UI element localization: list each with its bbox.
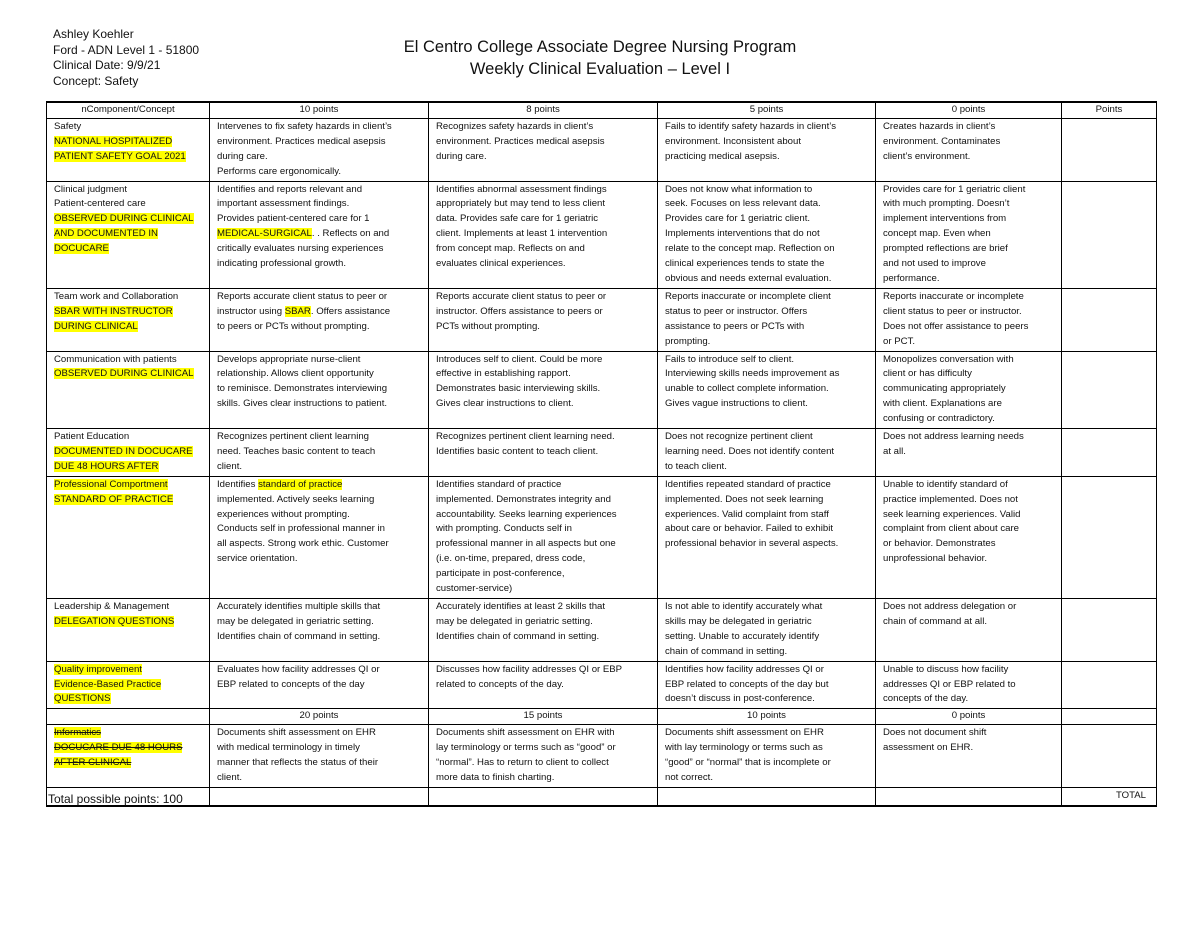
clinical-date: Clinical Date: 9/9/21: [53, 58, 161, 72]
criteria-line: practicing medical asepsis.: [665, 150, 780, 162]
table-row: [47, 599, 1157, 662]
criteria-line: instructor. Offers assistance to peers or: [436, 305, 603, 317]
criteria-line: Recognizes pertinent client learning: [217, 431, 369, 443]
table-header-row: [47, 102, 1157, 118]
criteria-line: lay terminology or terms such as “good” or: [436, 742, 616, 754]
criteria-line: critically evaluates nursing experiences: [217, 243, 384, 255]
criteria-line: clinical experiences tends to state the: [665, 258, 825, 270]
criteria-5-cell: [658, 599, 876, 662]
criteria-line: (i.e. on-time, prepared, dress code,: [436, 553, 586, 565]
criteria-line: with medical terminology in timely: [217, 742, 360, 754]
concept-line-text: SBAR WITH INSTRUCTOR: [54, 305, 173, 317]
criteria-line: or PCT.: [883, 335, 915, 347]
criteria-line: implemented. Actively seeks learning: [217, 493, 375, 505]
table-row: [47, 181, 1157, 288]
criteria-line: chain of command at all.: [883, 615, 987, 627]
criteria-5-cell: [658, 288, 876, 351]
criteria-line: related to concepts of the day.: [436, 678, 564, 690]
concept-line: [54, 135, 204, 150]
criteria-line: Identifies basic content to teach client.: [436, 445, 599, 457]
criteria-10-cell: [210, 476, 429, 598]
concept-cell: [47, 725, 210, 788]
total-empty-cell: [429, 787, 658, 805]
criteria-0-cell: [876, 429, 1062, 477]
concept-line-text: DURING CLINICAL: [54, 320, 138, 332]
criteria-line: Documents shift assessment on EHR: [217, 727, 376, 739]
concept-line-text: OBSERVED DURING CLINICAL: [54, 213, 194, 225]
criteria-8-cell: [429, 429, 658, 477]
criteria-line: Identifies how facility addresses QI or: [665, 663, 824, 675]
criteria-line: Does not address delegation or: [883, 601, 1017, 612]
total-empty-cell: [876, 787, 1062, 805]
criteria-line: prompting.: [665, 335, 711, 347]
points-cell: [1062, 599, 1157, 662]
concept-line: [54, 678, 204, 693]
student-name: Ashley Koehler: [53, 27, 134, 41]
criteria-10-cell: [210, 725, 429, 788]
concept-line-text: DOCUMENTED IN DOCUCARE: [54, 445, 193, 457]
subheader-cell: [1062, 709, 1157, 725]
concept-line-text: STANDARD OF PRACTICE: [54, 493, 174, 505]
criteria-line: may be delegated in geriatric setting.: [436, 615, 593, 627]
criteria-line: Is not able to identify accurately what: [665, 601, 823, 612]
criteria-line: Introduces self to client. Could be more: [436, 353, 603, 365]
criteria-line: unable to collect complete information.: [665, 383, 829, 395]
concept-line-text: DUE 48 HOURS AFTER: [54, 460, 159, 472]
criteria-5-cell: [658, 429, 876, 477]
criteria-8-cell: [429, 725, 658, 788]
criteria-line: confusing or contradictory.: [883, 413, 995, 425]
criteria-line: Identifies repeated standard of practice: [665, 478, 831, 490]
header-cell: 8 points: [429, 102, 658, 118]
concept-line-text: Professional Comportment: [54, 478, 168, 490]
criteria-10-cell: [210, 351, 429, 429]
total-possible-points: Total possible points: 100: [48, 792, 183, 806]
criteria-line: important assessment findings.: [217, 198, 350, 210]
criteria-10-cell: [210, 429, 429, 477]
criteria-line: Provides care for 1 geriatric client.: [665, 213, 811, 225]
concept-line: [54, 692, 204, 707]
points-cell: [1062, 351, 1157, 429]
criteria-5-cell: [658, 181, 876, 288]
criteria-line: Gives clear instructions to client.: [436, 398, 574, 410]
criteria-line: Implements interventions that do not: [665, 228, 820, 240]
concept-line: Team work and Collaboration: [54, 290, 179, 302]
points-cell: [1062, 181, 1157, 288]
criteria-line: Does not know what information to: [665, 183, 813, 195]
concept-line-text: AFTER CLINICAL: [54, 757, 132, 769]
criteria-line: Identifies standard of practice: [436, 478, 562, 490]
criteria-5-cell: [658, 351, 876, 429]
criteria-line: Fails to identify safety hazards in client’s: [665, 120, 836, 132]
criteria-line: seek. Focuses on less relevant data.: [665, 198, 821, 210]
criteria-line: Reports accurate client status to peer or: [217, 290, 388, 302]
criteria-line: complaint from client about care: [883, 523, 1019, 535]
criteria-line: status to peer or instructor. Offers: [665, 305, 808, 317]
criteria-0-cell: [876, 118, 1062, 181]
criteria-line: EBP related to concepts of the day but: [665, 678, 829, 690]
criteria-line: Identifies chain of command in setting.: [217, 630, 381, 642]
criteria-line: implement interventions from: [883, 213, 1007, 225]
criteria-line: Performs care ergonomically.: [217, 165, 342, 177]
criteria-line: “normal”. Has to return to client to collect: [436, 757, 609, 769]
criteria-line: indicating professional growth.: [217, 258, 347, 270]
criteria-line: Demonstrates basic interviewing skills.: [436, 383, 601, 395]
criteria-line: PCTs without prompting.: [436, 320, 540, 332]
criteria-line: experiences. Valid complaint from staff: [665, 508, 829, 520]
criteria-line: Accurately identifies at least 2 skills that: [436, 601, 606, 612]
criteria-line: during care.: [436, 150, 487, 162]
criteria-text: . . Reflects on and: [311, 228, 390, 240]
criteria-line: Conducts self in professional manner in: [217, 523, 385, 535]
criteria-line: from concept map. Reflects on and: [436, 243, 585, 255]
criteria-line: client.: [217, 460, 243, 472]
document-title: El Centro College Associate Degree Nursing Program: [403, 38, 797, 56]
table-row: [47, 725, 1157, 788]
criteria-line: at all.: [883, 445, 906, 457]
criteria-line: about care or behavior. Failed to exhibit: [665, 523, 833, 535]
criteria-text: Identifies: [217, 478, 259, 490]
header-cell: Points: [1062, 102, 1157, 118]
criteria-8-cell: [429, 599, 658, 662]
criteria-line: client status to peer or instructor.: [883, 305, 1022, 317]
criteria-line: service orientation.: [217, 553, 298, 565]
criteria-line: addresses QI or EBP related to: [883, 678, 1016, 690]
criteria-line: Monopolizes conversation with: [883, 353, 1014, 365]
criteria-line: need. Teaches basic content to teach: [217, 445, 376, 457]
concept-line: [54, 227, 204, 242]
table-row: [47, 429, 1157, 477]
criteria-5-cell: [658, 476, 876, 598]
criteria-line: chain of command in setting.: [665, 645, 788, 657]
concept-line: [54, 305, 204, 320]
criteria-5-cell: [658, 725, 876, 788]
criteria-8-cell: [429, 661, 658, 709]
table-subheader-row: [47, 709, 1157, 725]
criteria-line: Unable to discuss how facility: [883, 663, 1009, 675]
criteria-8-cell: [429, 181, 658, 288]
criteria-line: appropriately but may tend to less client: [436, 198, 606, 210]
criteria-line: communicating appropriately: [883, 383, 1006, 395]
criteria-line: doesn’t discuss in post-conference.: [665, 693, 815, 705]
concept-label: Concept: Safety: [53, 73, 139, 88]
criteria-line: with much prompting. Doesn’t: [883, 198, 1010, 210]
highlighted-text: standard of practice: [258, 478, 343, 490]
criteria-line: assistance to peers or PCTs with: [665, 320, 805, 332]
criteria-line: Identifies chain of command in setting.: [436, 630, 600, 642]
criteria-line: relationship. Allows client opportunity: [217, 368, 374, 380]
criteria-line: concept map. Even when: [883, 228, 991, 240]
criteria-line: “good” or “normal” that is incomplete or: [665, 757, 831, 769]
criteria-line: and not used to improve: [883, 258, 986, 270]
criteria-line: Develops appropriate nurse-client: [217, 353, 361, 365]
table-total-row: [47, 787, 1157, 805]
concept-line: Clinical judgment: [54, 183, 128, 195]
criteria-line: client.: [217, 771, 243, 783]
document-subtitle: Weekly Clinical Evaluation – Level I: [469, 60, 731, 78]
criteria-line: Reports accurate client status to peer or: [436, 290, 607, 302]
criteria-line: with client. Explanations are: [883, 398, 1002, 410]
criteria-line: Interviewing skills needs improvement as: [665, 368, 840, 380]
concept-line: [54, 756, 204, 771]
criteria-line: all aspects. Strong work ethic. Customer: [217, 538, 389, 550]
criteria-line: environment. Practices medical asepsis: [436, 135, 605, 147]
criteria-line: customer-service): [436, 583, 513, 595]
highlighted-text: SBAR: [284, 305, 311, 317]
concept-line: [54, 493, 204, 508]
concept-line-text: DOCUCARE: [54, 243, 109, 255]
criteria-10-cell: [210, 181, 429, 288]
table-row: [47, 288, 1157, 351]
criteria-line: to teach client.: [665, 460, 727, 472]
concept-line: [54, 367, 204, 382]
student-info: [53, 27, 199, 89]
concept-line: Patient Education: [54, 431, 130, 443]
criteria-line: or behavior. Demonstrates: [883, 538, 996, 550]
concept-line-text: QUESTIONS: [54, 693, 111, 705]
criteria-0-cell: [876, 476, 1062, 598]
points-cell: [1062, 661, 1157, 709]
criteria-line: with lay terminology or terms such as: [665, 742, 823, 754]
criteria-line: Fails to introduce self to client.: [665, 353, 795, 365]
criteria-8-cell: [429, 476, 658, 598]
criteria-line: not correct.: [665, 771, 713, 783]
criteria-line: client’s environment.: [883, 150, 971, 162]
course-label: Ford - ADN Level 1 - 51800: [53, 42, 200, 57]
criteria-line: Identifies abnormal assessment findings: [436, 183, 607, 195]
criteria-line: Does not offer assistance to peers: [883, 320, 1029, 332]
criteria-line: performance.: [883, 272, 940, 284]
concept-line-text: PATIENT SAFETY GOAL 2021: [54, 150, 186, 162]
concept-line: [54, 212, 204, 227]
table-row: [47, 476, 1157, 598]
criteria-line: implemented. Demonstrates integrity and: [436, 493, 611, 505]
header-cell: nComponent/Concept: [47, 102, 210, 118]
criteria-line: [217, 305, 423, 320]
criteria-line: unprofessional behavior.: [883, 553, 988, 565]
criteria-line: EBP related to concepts of the day: [217, 678, 365, 690]
criteria-line: professional behavior in several aspects.: [665, 538, 839, 550]
criteria-line: Documents shift assessment on EHR with: [436, 727, 615, 739]
criteria-line: evaluates clinical experiences.: [436, 258, 566, 270]
criteria-line: accountability. Seeks learning experiences: [436, 508, 617, 520]
subheader-cell: 0 points: [876, 709, 1062, 725]
criteria-0-cell: [876, 599, 1062, 662]
criteria-line: Creates hazards in client’s: [883, 120, 996, 132]
document-header: [300, 36, 900, 80]
concept-line: [54, 242, 204, 257]
subheader-cell: 20 points: [210, 709, 429, 725]
criteria-line: Accurately identifies multiple skills that: [217, 601, 381, 612]
criteria-line: relate to the concept map. Reflection on: [665, 243, 835, 255]
concept-line: [54, 478, 204, 493]
criteria-8-cell: [429, 351, 658, 429]
subheader-cell: 15 points: [429, 709, 658, 725]
concept-line: Safety: [54, 120, 82, 132]
concept-line: [54, 741, 204, 756]
concept-line: [54, 320, 204, 335]
table-row: [47, 118, 1157, 181]
criteria-line: Discusses how facility addresses QI or EBP: [436, 663, 623, 675]
criteria-line: to peers or PCTs without prompting.: [217, 320, 370, 332]
criteria-line: Does not recognize pertinent client: [665, 431, 813, 443]
criteria-line: participate in post-conference,: [436, 568, 565, 580]
criteria-line: effective in establishing rapport.: [436, 368, 571, 380]
criteria-line: Evaluates how facility addresses QI or: [217, 663, 380, 675]
total-empty-cell: [210, 787, 429, 805]
highlighted-text: MEDICAL-SURGICAL: [217, 228, 312, 240]
criteria-0-cell: [876, 661, 1062, 709]
criteria-line: environment. Practices medical asepsis: [217, 135, 386, 147]
concept-line: [54, 445, 204, 460]
concept-line: [54, 663, 204, 678]
concept-cell: [47, 476, 210, 598]
criteria-line: Intervenes to fix safety hazards in client’s: [217, 120, 392, 132]
criteria-line: setting. Unable to accurately identify: [665, 630, 820, 642]
subheader-cell: [47, 709, 210, 725]
criteria-5-cell: [658, 118, 876, 181]
concept-cell: [47, 351, 210, 429]
concept-line-text: DOCUCARE DUE 48 HOURS: [54, 742, 183, 754]
concept-line: Patient-centered care: [54, 198, 146, 210]
criteria-line: Recognizes pertinent client learning need.: [436, 431, 615, 443]
criteria-line: to reminisce. Demonstrates interviewing: [217, 383, 388, 395]
concept-line-text: Quality improvement: [54, 663, 142, 675]
concept-cell: [47, 661, 210, 709]
concept-line-text: Informatics: [54, 727, 101, 739]
points-cell: [1062, 725, 1157, 788]
concept-line-text: AND DOCUMENTED IN: [54, 228, 158, 240]
criteria-line: Reports inaccurate or incomplete client: [665, 290, 831, 302]
criteria-line: environment. Contaminates: [883, 135, 1001, 147]
criteria-line: learning need. Does not identify content: [665, 445, 835, 457]
concept-cell: [47, 429, 210, 477]
criteria-line: environment. Inconsistent about: [665, 135, 801, 147]
criteria-line: Reports inaccurate or incomplete: [883, 290, 1024, 302]
header-cell: 5 points: [658, 102, 876, 118]
criteria-text: . Offers assistance: [310, 305, 391, 317]
concept-cell: [47, 181, 210, 288]
concept-cell: [47, 288, 210, 351]
criteria-line: skills. Gives clear instructions to patient.: [217, 398, 388, 410]
criteria-line: professional manner in all aspects but one: [436, 538, 616, 550]
criteria-10-cell: [210, 288, 429, 351]
concept-line: Leadership & Management: [54, 601, 170, 612]
criteria-line: concepts of the day.: [883, 693, 969, 705]
criteria-8-cell: [429, 118, 658, 181]
header-cell: 10 points: [210, 102, 429, 118]
points-cell: [1062, 118, 1157, 181]
table-row: [47, 351, 1157, 429]
criteria-line: Gives vague instructions to client.: [665, 398, 808, 410]
criteria-10-cell: [210, 599, 429, 662]
concept-line-text: DELEGATION QUESTIONS: [54, 615, 175, 627]
criteria-line: skills may be delegated in geriatric: [665, 615, 812, 627]
criteria-0-cell: [876, 351, 1062, 429]
criteria-line: Documents shift assessment on EHR: [665, 727, 824, 739]
criteria-line: Unable to identify standard of: [883, 478, 1008, 490]
criteria-line: with prompting. Conducts self in: [436, 523, 572, 535]
criteria-line: during care.: [217, 150, 268, 162]
table-row: [47, 661, 1157, 709]
criteria-5-cell: [658, 661, 876, 709]
concept-line-text: Evidence-Based Practice: [54, 678, 162, 690]
criteria-line: may be delegated in geriatric setting.: [217, 615, 374, 627]
criteria-0-cell: [876, 181, 1062, 288]
criteria-line: seek learning experiences. Valid: [883, 508, 1021, 520]
criteria-line: data. Provides safe care for 1 geriatric: [436, 213, 599, 225]
criteria-line: Provides patient-centered care for 1: [217, 213, 370, 225]
criteria-8-cell: [429, 288, 658, 351]
criteria-line: prompted reflections are brief: [883, 243, 1008, 255]
criteria-line: Provides care for 1 geriatric client: [883, 183, 1026, 195]
criteria-line: assessment on EHR.: [883, 742, 974, 754]
concept-cell: [47, 118, 210, 181]
concept-line: [54, 726, 204, 741]
criteria-0-cell: [876, 725, 1062, 788]
concept-line: [54, 150, 204, 165]
criteria-line: Recognizes safety hazards in client’s: [436, 120, 594, 132]
points-cell: [1062, 288, 1157, 351]
criteria-line: Does not document shift: [883, 727, 987, 739]
concept-line: [54, 615, 204, 630]
criteria-text: instructor using: [217, 305, 285, 317]
criteria-line: implemented. Does not seek learning: [665, 493, 824, 505]
concept-line-text: NATIONAL HOSPITALIZED: [54, 135, 173, 147]
criteria-line: practice implemented. Does not: [883, 493, 1018, 505]
criteria-10-cell: [210, 661, 429, 709]
concept-line: [54, 460, 204, 475]
criteria-line: client or has difficulty: [883, 368, 972, 380]
evaluation-rubric-table: [46, 101, 1157, 807]
criteria-0-cell: [876, 288, 1062, 351]
concept-line-text: OBSERVED DURING CLINICAL: [54, 368, 194, 380]
criteria-line: [217, 227, 423, 242]
points-cell: [1062, 429, 1157, 477]
criteria-line: obvious and needs external evaluation.: [665, 272, 832, 284]
subheader-cell: 10 points: [658, 709, 876, 725]
criteria-line: [217, 478, 423, 493]
criteria-line: client. Implements at least 1 intervention: [436, 228, 608, 240]
criteria-line: manner that reflects the status of their: [217, 757, 379, 769]
header-cell: 0 points: [876, 102, 1062, 118]
concept-cell: [47, 599, 210, 662]
points-cell: [1062, 476, 1157, 598]
concept-line: Communication with patients: [54, 353, 177, 365]
total-empty-cell: [658, 787, 876, 805]
criteria-line: Does not address learning needs: [883, 431, 1024, 443]
criteria-line: Identifies and reports relevant and: [217, 183, 363, 195]
total-cell: TOTAL: [1062, 787, 1157, 805]
criteria-line: more data to finish charting.: [436, 771, 555, 783]
criteria-10-cell: [210, 118, 429, 181]
criteria-line: experiences without prompting.: [217, 508, 350, 520]
